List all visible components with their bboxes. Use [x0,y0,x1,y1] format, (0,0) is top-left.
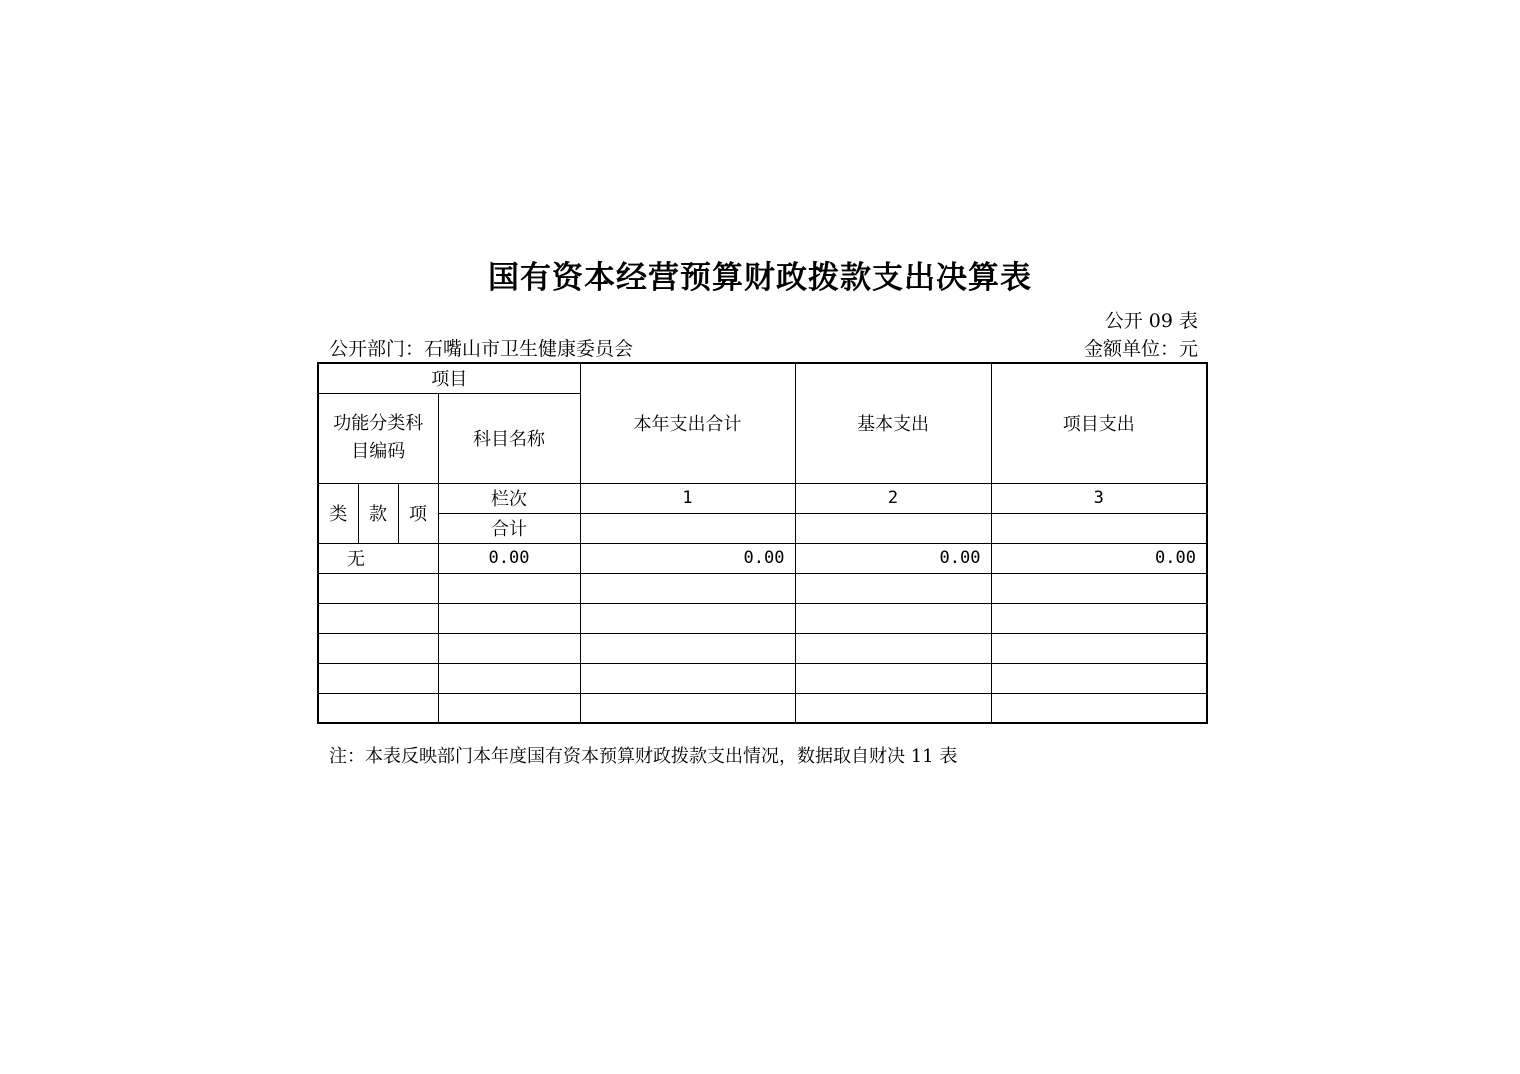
row-basic: 0.00 [795,543,991,573]
budget-table [317,362,1208,724]
page-title: 国有资本经营预算财政拨款支出决算表 [488,260,1032,296]
total-label: 合计 [438,513,580,543]
empty-cell [438,693,580,723]
header-row-3 [318,483,1207,513]
table-row [318,633,1207,663]
empty-cell [438,663,580,693]
form-code: 公开 09 表 [1104,310,1198,332]
header-lanci: 栏次 [438,483,580,513]
table-row [318,603,1207,633]
empty-cell [795,633,991,663]
empty-cell [318,693,438,723]
empty-cell [580,603,795,633]
total-cell-3 [991,513,1207,543]
empty-cell [991,603,1207,633]
department-label: 公开部门：石嘴山市卫生健康委员会 [329,338,634,360]
empty-cell [795,663,991,693]
empty-cell [991,573,1207,603]
total-cell-2 [795,513,991,543]
table-row [318,663,1207,693]
empty-cell [438,573,580,603]
row-total: 0.00 [580,543,795,573]
header-kuan: 款 [358,483,398,543]
empty-cell [318,573,438,603]
empty-cell [580,663,795,693]
empty-cell [318,633,438,663]
header-col-2: 2 [795,483,991,513]
header-project-expense: 项目支出 [991,363,1207,483]
table-row [318,543,1207,573]
footnote: 注：本表反映部门本年度国有资本预算财政拨款支出情况，数据取自财决 11 表 [329,746,958,767]
empty-cell [795,693,991,723]
header-basic: 基本支出 [795,363,991,483]
header-func-code: 功能分类科目编码 [318,393,438,483]
empty-cell [438,633,580,663]
empty-cell [318,663,438,693]
empty-cell [580,573,795,603]
header-row-1 [318,363,1207,393]
unit-label: 金额单位：元 [1083,338,1198,360]
empty-cell [580,693,795,723]
header-col-1: 1 [580,483,795,513]
empty-cell [795,603,991,633]
empty-cell [991,663,1207,693]
empty-cell [991,693,1207,723]
row-code: 无 [318,543,438,573]
header-subject-name: 科目名称 [438,393,580,483]
empty-cell [438,603,580,633]
total-cell-1 [580,513,795,543]
empty-cell [795,573,991,603]
header-col-3: 3 [991,483,1207,513]
table-row [318,693,1207,723]
empty-cell [580,633,795,663]
row-project-expense: 0.00 [991,543,1207,573]
row-subject-name: 0.00 [438,543,580,573]
empty-cell [991,633,1207,663]
header-project: 项目 [318,363,580,393]
total-row [318,513,1207,543]
header-total: 本年支出合计 [580,363,795,483]
empty-cell [318,603,438,633]
table-row [318,573,1207,603]
header-xiang: 项 [398,483,438,543]
header-lei: 类 [318,483,358,543]
